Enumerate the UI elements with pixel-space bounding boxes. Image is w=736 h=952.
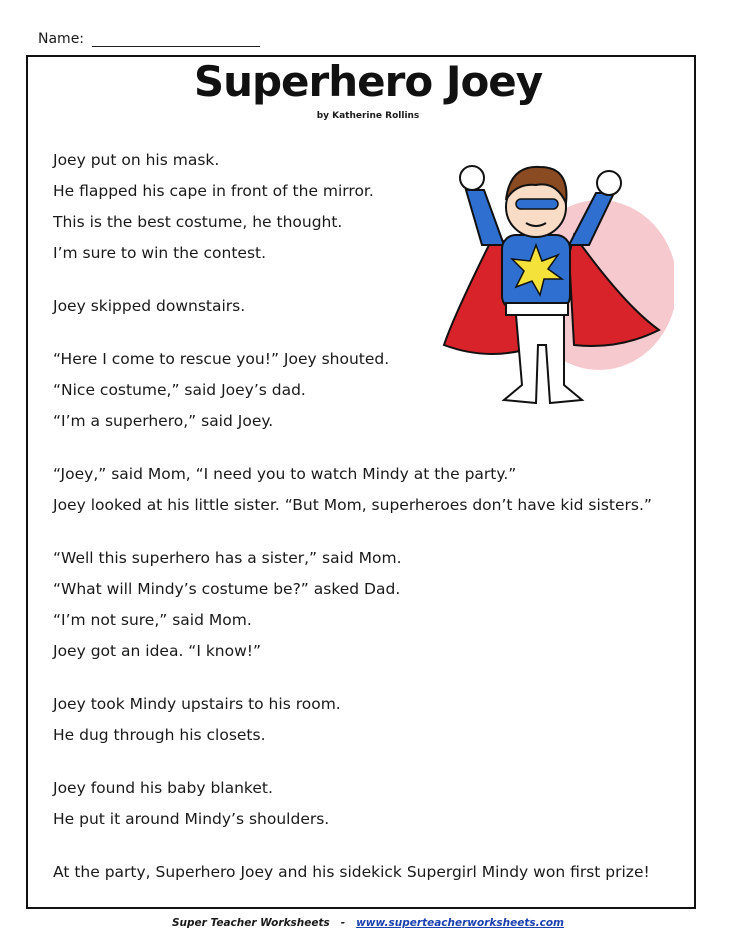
story-line: Joey got an idea. “I know!” [53, 642, 262, 660]
story-line: “Joey,” said Mom, “I need you to watch Mindy at the party.” [53, 465, 517, 483]
story-line: Joey put on his mask. [53, 151, 220, 169]
story-line: “I’m a superhero,” said Joey. [53, 412, 274, 430]
story-line: At the party, Superhero Joey and his sidekick Supergirl Mindy won first prize! [53, 863, 650, 881]
story-line: Joey looked at his little sister. “But Mom, superheroes don’t have kid sisters.” [53, 496, 652, 514]
story-paragraph [53, 689, 652, 751]
story-line: This is the best costume, he thought. [53, 213, 343, 231]
left-fist [460, 166, 484, 190]
footer-brand: Super Teacher Worksheets [172, 917, 330, 929]
story-line: Joey skipped downstairs. [53, 297, 246, 315]
footer [0, 917, 736, 929]
page-title: Superhero Joey [193, 57, 543, 106]
story-line: He flapped his cape in front of the mirror. [53, 182, 374, 200]
story-line: “What will Mindy’s costume be?” asked Dad. [53, 580, 401, 598]
story-line: “Well this superhero has a sister,” said Mom. [53, 549, 402, 567]
story-line: “I’m not sure,” said Mom. [53, 611, 252, 629]
story-line: “Nice costume,” said Joey’s dad. [53, 381, 306, 399]
author-byline: by Katherine Rollins [316, 111, 420, 121]
story-paragraph [53, 857, 652, 888]
story-line: “Here I come to rescue you!” Joey shouted. [53, 350, 390, 368]
mask [516, 199, 558, 209]
left-arm [466, 190, 504, 245]
footer-separator: - [340, 917, 346, 929]
superhero-illustration [424, 145, 674, 435]
story-line: He put it around Mindy’s shoulders. [53, 810, 330, 828]
story-paragraph [53, 773, 652, 835]
right-fist [597, 171, 621, 195]
story-paragraph [53, 459, 652, 521]
story-line: Joey found his baby blanket. [53, 779, 273, 797]
belt [506, 303, 568, 315]
story-paragraph [53, 543, 652, 667]
footer-link[interactable]: www.superteacherworksheets.com [356, 917, 564, 929]
story-line: Joey took Mindy upstairs to his room. [53, 695, 341, 713]
story-line: He dug through his closets. [53, 726, 266, 744]
story-line: I’m sure to win the contest. [53, 244, 267, 262]
name-field [38, 31, 260, 47]
name-blank-line[interactable] [92, 32, 260, 47]
name-label: Name: [38, 31, 85, 47]
